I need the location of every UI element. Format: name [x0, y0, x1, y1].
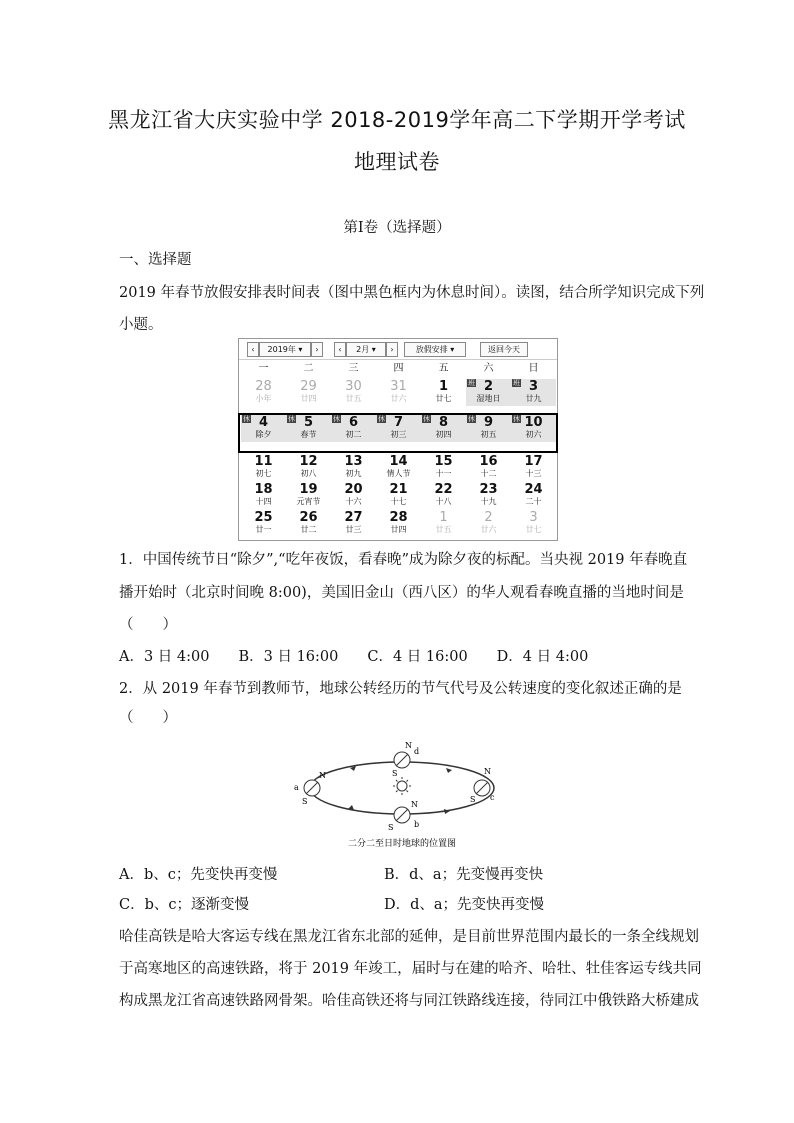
calendar-day[interactable]	[241, 482, 286, 509]
calendar-day[interactable]	[511, 510, 556, 537]
day-number: 14	[389, 454, 408, 469]
lunar-label: 廿六	[390, 394, 407, 403]
day-tag: 休	[288, 415, 295, 423]
svg-text:N: N	[405, 741, 412, 750]
q2-option-c: C．b、c；逐渐变慢	[119, 897, 249, 913]
lunar-label: 初九	[345, 469, 362, 478]
svg-text:S: S	[388, 823, 394, 832]
day-number: 17	[524, 454, 543, 469]
calendar-day[interactable]	[241, 379, 286, 406]
day-number: 21	[389, 482, 408, 497]
day-number: 2	[483, 379, 494, 394]
lunar-label: 十二	[480, 469, 497, 478]
calendar-day[interactable]	[466, 454, 511, 481]
day-number: 31	[390, 379, 407, 394]
lunar-label: 十一	[435, 469, 452, 478]
q2-option-d: D．d、a；先变快再变慢	[384, 897, 545, 913]
q1-text-2: 播开始时（北京时间晚 8:00)，美国旧金山（西八区）的华人观看春晚直播的当地时间是	[119, 585, 684, 601]
lunar-label: 十三	[525, 469, 542, 478]
day-number: 24	[524, 482, 543, 497]
next-year-button[interactable]: ›	[311, 342, 323, 357]
calendar-day[interactable]	[331, 482, 376, 509]
page-subtitle: 地理试卷	[354, 150, 440, 174]
lunar-label: 廿七	[435, 394, 452, 403]
day-number: 16	[479, 454, 498, 469]
q2-option-b: B．d、a；先变慢再变快	[384, 867, 544, 883]
lunar-label: 十九	[480, 497, 497, 506]
calendar-day[interactable]	[421, 482, 466, 509]
calendar-day[interactable]	[331, 379, 376, 406]
lunar-label: 春节	[300, 430, 317, 439]
next-month-button[interactable]: ›	[386, 342, 398, 357]
weekday-label: 日	[528, 363, 539, 374]
weekday-label: 一	[258, 363, 269, 374]
calendar-toolbar	[239, 339, 557, 360]
calendar-day[interactable]	[511, 454, 556, 481]
lunar-label: 除夕	[255, 430, 272, 439]
day-number: 25	[254, 510, 273, 525]
day-number: 26	[299, 510, 318, 525]
diagram-caption: 二分二至日时地球的位置图	[347, 839, 457, 849]
day-tag: 休	[468, 415, 475, 423]
svg-text:S: S	[302, 797, 308, 806]
day-number: 28	[255, 379, 272, 394]
calendar-day[interactable]	[466, 482, 511, 509]
earth-d	[392, 741, 419, 778]
weekday-label: 三	[348, 363, 359, 374]
weekday-label: 二	[303, 363, 314, 374]
lunar-label: 元宵节	[296, 497, 321, 506]
day-number: 23	[479, 482, 498, 497]
day-tag: 休	[423, 415, 430, 423]
calendar-day[interactable]	[241, 454, 286, 481]
lunar-label: 小年	[255, 394, 272, 403]
weekday-label: 六	[483, 363, 494, 374]
calendar-day[interactable]	[376, 379, 421, 406]
lunar-label: 十七	[390, 497, 407, 506]
weekday-label: 五	[438, 363, 449, 374]
day-number: 29	[300, 379, 317, 394]
lunar-label: 初二	[345, 430, 362, 439]
earth-c	[470, 767, 495, 804]
section-heading: 第Ⅰ卷（选择题）	[343, 220, 451, 236]
q2-blank: （ ）	[119, 710, 177, 726]
intro-text: 2019 年春节放假安排表时间表（图中黑色框内为休息时间）。读图，结合所学知识完成下列	[119, 285, 705, 301]
calendar-day[interactable]	[421, 454, 466, 481]
calendar-day[interactable]	[466, 510, 511, 537]
holiday-highlight-box	[238, 413, 558, 453]
lunar-label: 湿地日	[476, 394, 501, 403]
lunar-label: 初八	[300, 469, 317, 478]
svg-text:a: a	[294, 783, 299, 792]
lunar-label: 廿一	[255, 525, 272, 534]
day-number: 3	[529, 510, 538, 525]
svg-text:c: c	[490, 793, 495, 802]
calendar-day[interactable]	[331, 510, 376, 537]
svg-text:d: d	[414, 747, 420, 756]
prev-year-button[interactable]: ‹	[247, 342, 259, 357]
calendar-day[interactable]	[421, 379, 466, 406]
calendar-day[interactable]	[241, 510, 286, 537]
calendar-day[interactable]	[286, 510, 331, 537]
day-number: 9	[483, 415, 494, 430]
svg-text:N: N	[319, 771, 326, 780]
day-number: 13	[344, 454, 363, 469]
day-number: 11	[254, 454, 273, 469]
lunar-label: 廿四	[390, 525, 407, 534]
year-select[interactable]: 2019年 ▾	[259, 342, 311, 357]
day-number: 4	[258, 415, 269, 430]
day-number: 18	[254, 482, 273, 497]
lunar-label: 十四	[255, 497, 272, 506]
sun-icon	[393, 777, 411, 795]
day-number: 3	[528, 379, 539, 394]
day-number: 5	[303, 415, 314, 430]
day-number: 6	[348, 415, 359, 430]
lunar-label: 十八	[435, 497, 452, 506]
holiday-select[interactable]: 放假安排 ▾	[404, 342, 466, 357]
calendar-day[interactable]	[376, 454, 421, 481]
orbit-diagram	[292, 738, 502, 850]
earth-b	[388, 800, 419, 832]
svg-text:b: b	[414, 820, 420, 829]
lunar-label: 廿九	[525, 394, 542, 403]
calendar-day[interactable]	[511, 379, 556, 406]
q1-options: A．3 日 4:00 B．3 日 16:00 C．4 日 16:00 D．4 日 4:00	[119, 649, 589, 665]
svg-text:N: N	[484, 767, 491, 776]
lunar-label: 廿七	[525, 525, 542, 534]
calendar-day[interactable]	[286, 379, 331, 406]
svg-text:N: N	[411, 800, 418, 809]
day-tag: 休	[243, 415, 250, 423]
weekday-header	[239, 361, 557, 377]
prev-month-button[interactable]: ‹	[334, 342, 346, 357]
svg-text:S: S	[470, 795, 476, 804]
day-number: 2	[484, 510, 493, 525]
lunar-label: 二十	[525, 497, 542, 506]
day-number: 7	[393, 415, 404, 430]
q2-text: 2．从 2019 年春节到教师节，地球公转经历的节气代号及公转速度的变化叙述正确的是	[119, 681, 682, 697]
calendar-day[interactable]	[331, 454, 376, 481]
passage-text-2: 于高寒地区的高速铁路，将于 2019 年竣工，届时与在建的哈齐、哈牡、牡佳客运专线共同	[119, 961, 702, 977]
passage-text: 哈佳高铁是哈大客运专线在黑龙江省东北部的延伸，是目前世界范围内最长的一条全线规划	[119, 929, 699, 945]
lunar-label: 初四	[435, 430, 452, 439]
day-number: 30	[345, 379, 362, 394]
q2-option-a: A．b、c；先变快再变慢	[119, 867, 278, 883]
q1-blank: （ ）	[119, 617, 177, 633]
calendar-day[interactable]	[286, 454, 331, 481]
calendar-day[interactable]	[466, 379, 511, 406]
lunar-label: 初三	[390, 430, 407, 439]
day-tag: 班	[513, 379, 520, 387]
svg-text:S: S	[392, 769, 398, 778]
day-number: 20	[344, 482, 363, 497]
lunar-label: 初五	[480, 430, 497, 439]
lunar-label: 廿五	[345, 394, 362, 403]
calendar-day[interactable]	[511, 482, 556, 509]
day-tag: 休	[378, 415, 385, 423]
calendar-day[interactable]	[376, 482, 421, 509]
intro-text-2: 小题。	[119, 317, 163, 333]
page-title: 黑龙江省大庆实验中学 2018-2019学年高二下学期开学考试	[108, 108, 686, 132]
weekday-label: 四	[393, 363, 404, 374]
day-number: 10	[524, 415, 543, 430]
lunar-label: 情人节	[386, 469, 411, 478]
calendar-day[interactable]	[286, 482, 331, 509]
lunar-label: 廿三	[345, 525, 362, 534]
calendar-day[interactable]	[421, 510, 466, 537]
day-number: 8	[438, 415, 449, 430]
day-tag: 休	[513, 415, 520, 423]
day-number: 27	[344, 510, 363, 525]
today-button[interactable]: 返回今天	[480, 342, 528, 357]
day-tag: 休	[333, 415, 340, 423]
day-number: 15	[434, 454, 453, 469]
lunar-label: 廿六	[480, 525, 497, 534]
lunar-label: 初六	[525, 430, 542, 439]
day-number: 28	[389, 510, 408, 525]
day-number: 12	[299, 454, 318, 469]
day-number: 1	[439, 510, 448, 525]
part-heading: 一、选择题	[119, 252, 192, 268]
lunar-label: 廿四	[300, 394, 317, 403]
lunar-label: 十六	[345, 497, 362, 506]
day-number: 19	[299, 482, 318, 497]
lunar-label: 廿二	[300, 525, 317, 534]
lunar-label: 廿五	[435, 525, 452, 534]
month-select[interactable]: 2月 ▾	[346, 342, 386, 357]
day-number: 1	[438, 379, 449, 394]
passage-text-3: 构成黑龙江省高速铁路网骨架。哈佳高铁还将与同江铁路线连接，待同江中俄铁路大桥建成	[119, 993, 699, 1009]
calendar-day[interactable]	[376, 510, 421, 537]
day-number: 22	[434, 482, 453, 497]
lunar-label: 初七	[255, 469, 272, 478]
day-tag: 班	[468, 379, 475, 387]
q1-text: 1．中国传统节日“除夕”,“吃年夜饭，看春晚”成为除夕夜的标配。当央视 2019 年春晚直	[119, 552, 688, 568]
